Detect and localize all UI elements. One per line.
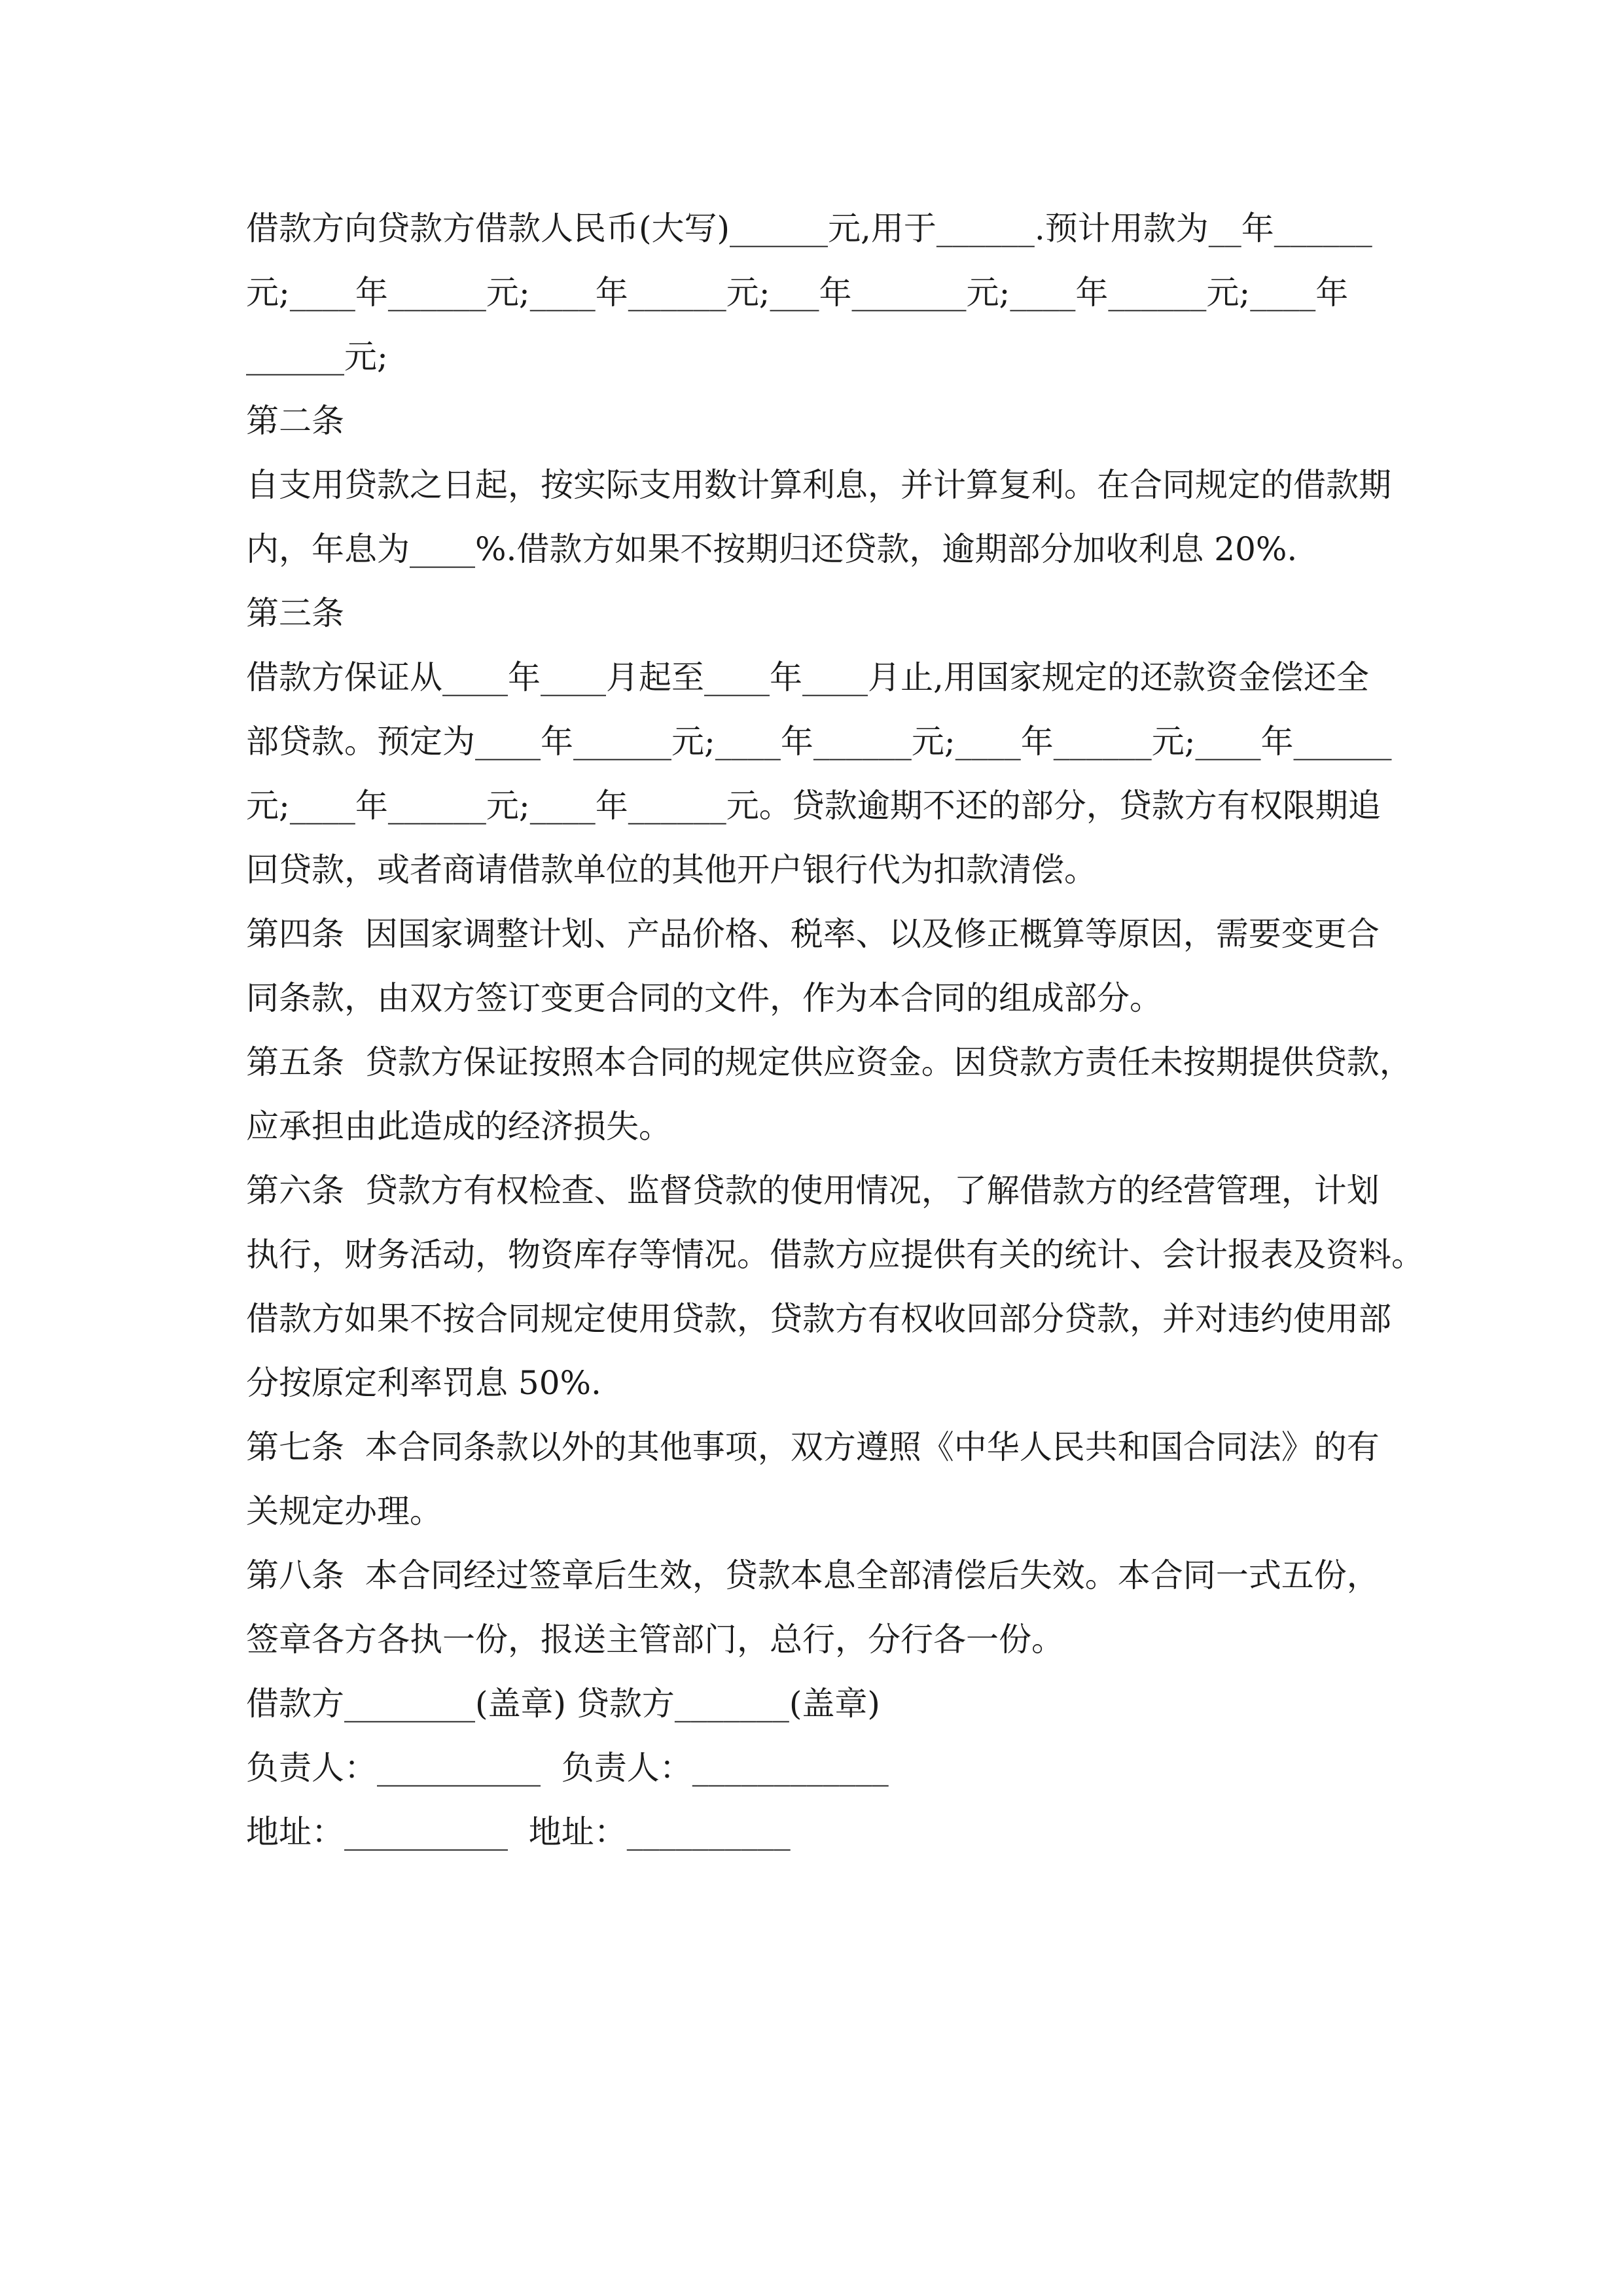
clause-4-line-2: 同条款，由双方签订变更合同的文件，作为本合同的组成部分。 xyxy=(246,979,1162,1017)
clause-5-line-1: 第五条 贷款方保证按照本合同的规定供应资金。因贷款方责任未按期提供贷款， xyxy=(246,1043,1412,1081)
clause-6-line-4: 分按原定利率罚息 50%. xyxy=(246,1364,601,1402)
clause-3-heading: 第三条 xyxy=(246,594,344,632)
clause-1-line-2: 元;____年______元;____年______元;___年_______元;____年______元;____年 xyxy=(246,274,1349,312)
clause-2-heading: 第二条 xyxy=(246,402,344,440)
clause-3-line-1: 借款方保证从____年____月起至____年____月止,用国家规定的还款资金偿还全 xyxy=(246,658,1369,696)
clause-1-line-3: ______元; xyxy=(246,338,388,376)
clause-1-line-1: 借款方向贷款方借款人民币(大写)______元,用于______.预计用款为__年______ xyxy=(246,209,1372,247)
clause-8-line-1: 第八条 本合同经过签章后生效，贷款本息全部清偿后失效。本合同一式五份， xyxy=(246,1556,1380,1594)
clause-3-line-4: 回贷款，或者商请借款单位的其他开户银行代为扣款清偿。 xyxy=(246,851,1097,889)
clause-6-line-2: 执行，财务活动，物资库存等情况。借款方应提供有关的统计、会计报表及资料。 xyxy=(246,1236,1424,1274)
clause-8-line-2: 签章各方各执一份，报送主管部门，总行，分行各一份。 xyxy=(246,1621,1064,1659)
contract-body xyxy=(246,196,1424,1864)
clause-3-line-2: 部贷款。预定为____年______元;____年______元;____年______元;____年______ xyxy=(246,723,1392,761)
clause-3-line-3: 元;____年______元;____年______元。贷款逾期不还的部分，贷款方有权限期追 xyxy=(246,787,1381,825)
signature-line: 借款方________(盖章) 贷款方_______(盖章) xyxy=(246,1685,880,1723)
clause-6-line-1: 第六条 贷款方有权检查、监督贷款的使用情况，了解借款方的经营管理，计划 xyxy=(246,1172,1380,1210)
clause-2-line-1: 自支用贷款之日起，按实际支用数计算利息，并计算复利。在合同规定的借款期 xyxy=(246,466,1391,504)
clause-6-line-3: 借款方如果不按合同规定使用贷款，贷款方有权收回部分贷款，并对违约使用部 xyxy=(246,1300,1391,1338)
clause-7-line-1: 第七条 本合同条款以外的其他事项，双方遵照《中华人民共和国合同法》的有 xyxy=(246,1428,1380,1466)
clause-4-line-1: 第四条 因国家调整计划、产品价格、税率、以及修正概算等原因，需要变更合 xyxy=(246,915,1380,953)
clause-5-line-2: 应承担由此造成的经济损失。 xyxy=(246,1107,671,1145)
clause-7-line-2: 关规定办理。 xyxy=(246,1492,442,1530)
clause-2-line-2: 内，年息为____%.借款方如果不按期归还贷款，逾期部分加收利息 20%. xyxy=(246,530,1298,568)
address-line: 地址：__________ 地址：__________ xyxy=(246,1813,791,1851)
responsible-person-line: 负责人：__________ 负责人：____________ xyxy=(246,1749,889,1787)
